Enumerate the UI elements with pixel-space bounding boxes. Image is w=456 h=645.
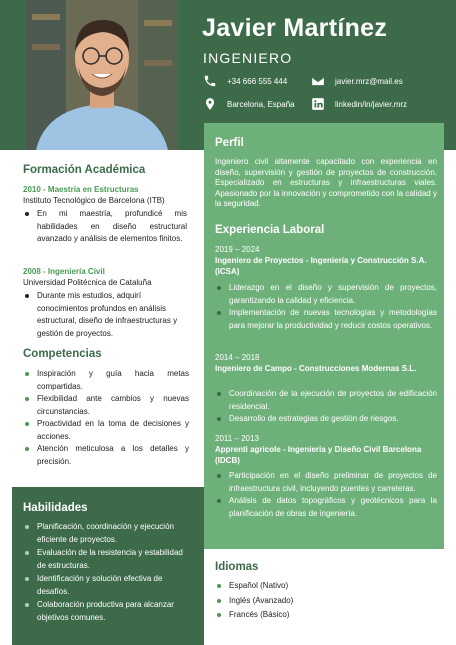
list-item: Proactividad en la toma de decisiones y acciones. <box>23 418 189 443</box>
perfil-title: Perfil <box>215 137 244 149</box>
list-item: Identificación y solución efectiva de desafíos. <box>23 573 187 598</box>
contact-phone[interactable] <box>203 74 287 88</box>
list-item: Flexibilidad ante cambios y nuevas circunstancias. <box>23 393 189 418</box>
list-item: Atención meticulosa a los detalles y precisión. <box>23 443 189 468</box>
list-item: Planificación, coordinación y ejecución eficiente de proyectos. <box>23 521 187 546</box>
list-item: Español (Nativo) <box>215 580 415 593</box>
education-entry-1-institution: Instituto Tecnológico de Barcelona (ITB) <box>23 196 165 205</box>
job-2-dates: 2014 – 2018 <box>215 353 260 362</box>
contact-location <box>203 97 295 111</box>
list-item: Francés (Básico) <box>215 609 415 622</box>
education-entry-1-heading: 2010 - Maestría en Estructuras <box>23 185 139 194</box>
list-item: Participación en el diseño preliminar de proyectos de infraestructura civil, incluyendo puentes y carreteras. <box>215 470 437 495</box>
education-entry-1-list <box>23 208 187 246</box>
list-item: En mi maestría, profundicé mis habilidades en diseño estructural avanzado y análisis de elementos finitos. <box>23 208 187 246</box>
list-item: Inglés (Avanzado) <box>215 595 415 608</box>
job-3-position: Apprenti agricole - Ingeniería y Diseño Civil Barcelona (IDCB) <box>215 445 422 465</box>
contact-email[interactable] <box>311 74 403 88</box>
list-item: Durante mis estudios, adquirí conocimientos profundos en análisis estructural, diseño de infraestructuras y gestión de proyectos. <box>23 290 193 340</box>
list-item: Inspiración y guía hacia metas compartidas. <box>23 368 189 393</box>
job-1-position: Ingeniero de Proyectos - Ingeniería y Construcción S.A. (ICSA) <box>215 256 427 276</box>
linkedin-icon <box>311 97 325 111</box>
job-3-list <box>215 470 437 520</box>
job-3-dates: 2011 – 2013 <box>215 434 259 443</box>
competencias-title: Competencias <box>23 348 102 360</box>
candidate-name: Javier Martínez <box>202 14 388 42</box>
list-item: Colaboración productiva para alcanzar objetivos comunes. <box>23 599 187 624</box>
habilidades-title: Habilidades <box>23 502 88 514</box>
idiomas-title: Idiomas <box>215 561 259 573</box>
list-item: Evaluación de la resistencia y estabilidad de estructuras. <box>23 547 187 572</box>
location-text: Barcelona, España <box>227 99 295 109</box>
job-1-dates: 2019 – 2024 <box>215 245 260 254</box>
competencias-list <box>23 368 189 468</box>
email-icon <box>311 74 325 88</box>
job-2-position: Ingeniero de Campo - Construcciones Modernas S.L. <box>215 364 417 373</box>
phone-text: +34 666 555 444 <box>227 76 288 86</box>
perfil-text: Ingeniero civil altamente capacitado con experiencia en diseño, supervisión y gestión de proyectos de construcción. Especializado en estructuras y infraestructuras viales. Apasionado por la innovación y comprometido con la calidad y la seguridad. <box>215 157 437 208</box>
list-item: Análisis de datos topográficos y geotécnicos para la planificación de obras de ingeniería. <box>215 495 437 520</box>
location-icon <box>203 97 217 111</box>
profile-photo <box>26 0 178 150</box>
job-1-list <box>215 282 437 332</box>
education-entry-2-heading: 2008 - Ingeniería Civil <box>23 267 105 276</box>
education-entry-2-institution: Universidad Politécnica de Cataluña <box>23 278 152 287</box>
job-2-list <box>215 388 437 426</box>
contact-linkedin[interactable] <box>311 97 407 111</box>
list-item: Implementación de nuevas tecnologías y metodologías para mejorar la productividad y reducir costos operativos. <box>215 307 437 332</box>
habilidades-list <box>23 521 187 624</box>
linkedin-text: linkedin/in/javier.mrz <box>335 99 408 109</box>
idiomas-list <box>215 580 415 622</box>
candidate-role: INGENIERO <box>203 50 293 66</box>
education-entry-2-list <box>23 290 193 340</box>
list-item: Liderazgo en el diseño y supervisión de proyectos, garantizando la calidad y eficiencia. <box>215 282 437 307</box>
phone-icon <box>203 74 217 88</box>
list-item: Desarrollo de estrategias de gestión de riesgos. <box>215 413 437 426</box>
list-item: Coordinación de la ejecución de proyectos de edificación residencial. <box>215 388 437 413</box>
experience-title: Experiencia Laboral <box>215 224 325 236</box>
email-text: javier.mrz@mail.es <box>335 76 403 86</box>
education-title: Formación Académica <box>23 164 146 176</box>
